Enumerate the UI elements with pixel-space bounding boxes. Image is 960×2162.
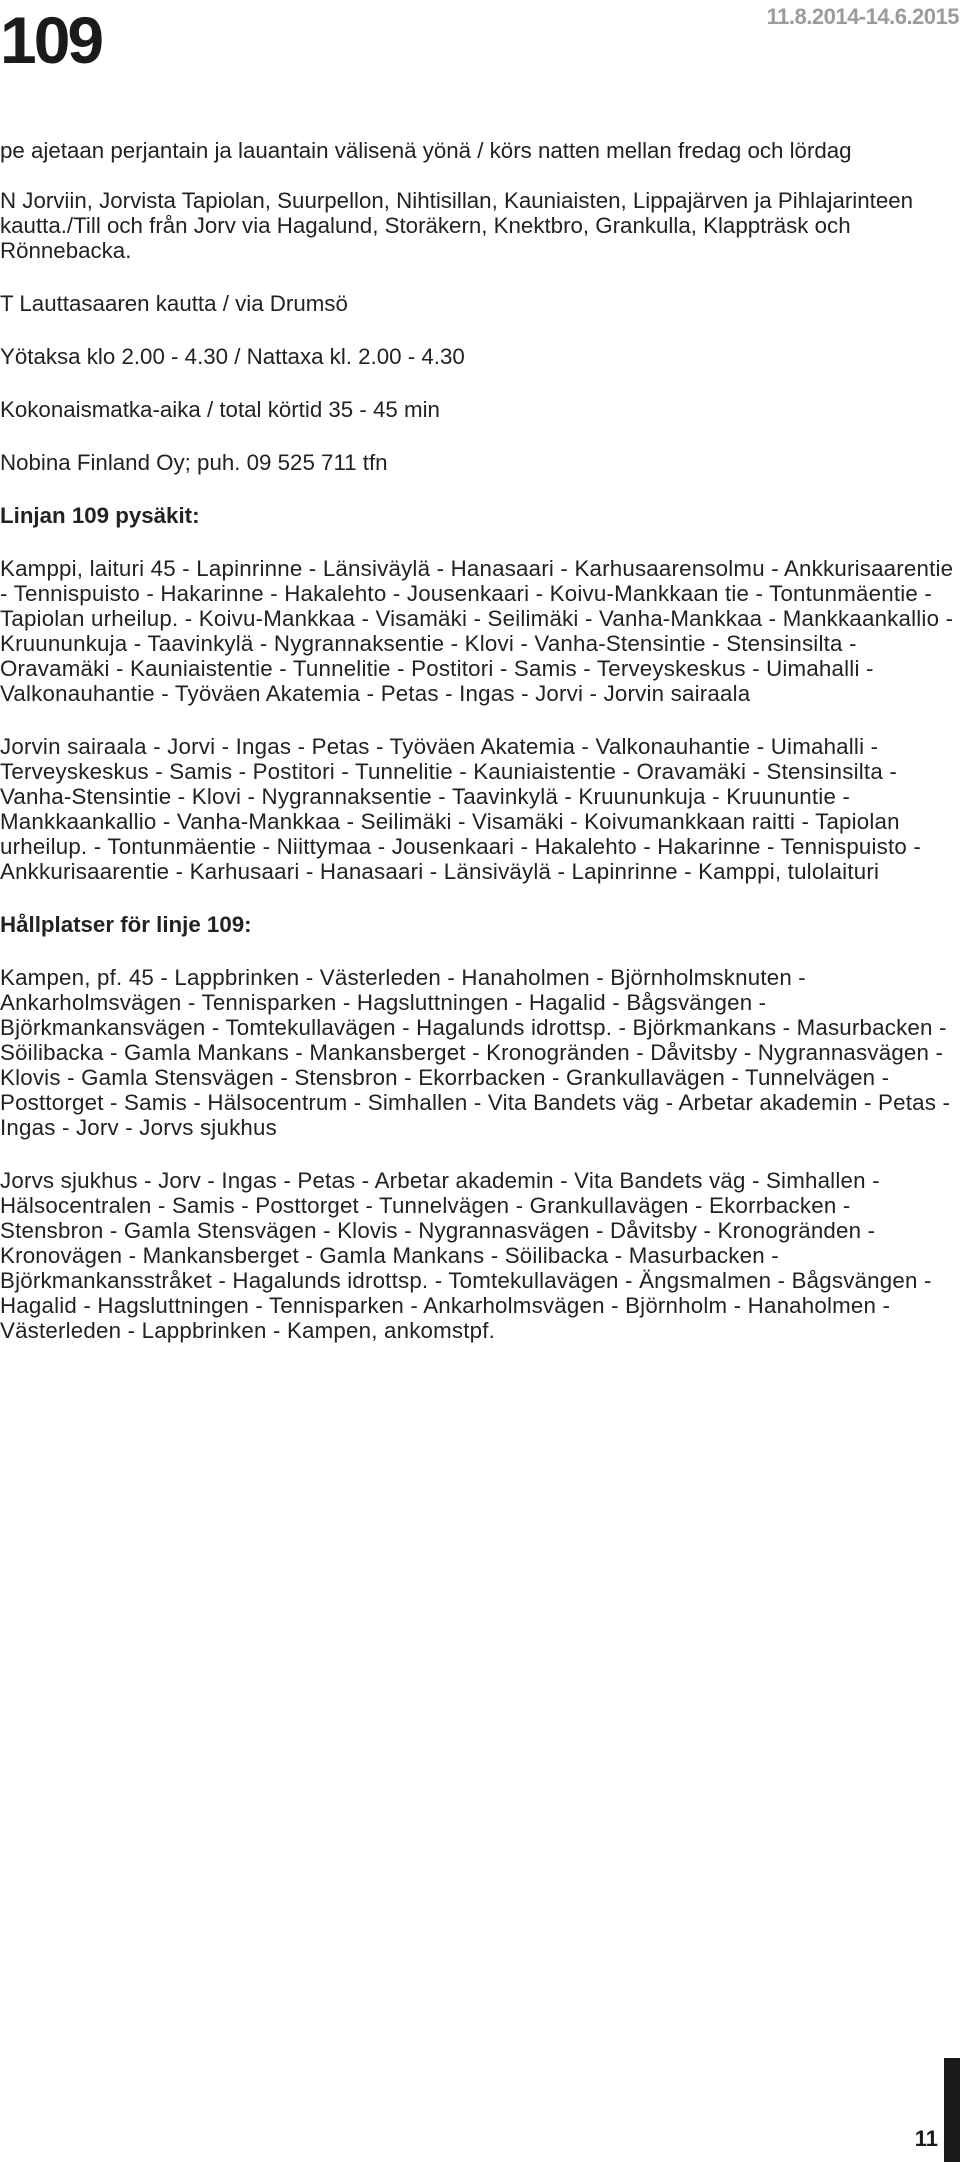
total-travel-time: Kokonaismatka-aika / total körtid 35 - 45 min xyxy=(0,397,440,422)
variant-t-note: T Lauttasaaren kautta / via Drumsö xyxy=(0,291,348,316)
swedish-stops-heading: Hållplatser för linje 109: xyxy=(0,912,252,937)
timetable-content xyxy=(0,138,958,1343)
night-fare-hours: Yötaksa klo 2.00 - 4.30 / Nattaxa kl. 2.00 - 4.30 xyxy=(0,344,465,369)
finnish-stops-inbound: Jorvin sairaala - Jorvi - Ingas - Petas - Työväen Akatemia - Valkonauhantie - Uimahalli - Terveyskeskus - Samis - Postitori - Tunnelitie - Kauniaistentie - Oravamäki - Stensinsilta - Vanha-Stensintie - Klovi - Nygrannaksentie - Taavinkylä - Kruununkuja - Kruununtie - Mankkaankallio - Vanha-Mankkaa - Seilimäki - Visamäki - Koivumankkaan raitti - Tapiolan urheilup. - Tontunmäentie - Niittymaa - Jousenkaari - Hakalehto - Hakarinne - Tennispuisto - Ankkurisaarentie - Karhusaari - Hanasaari - Länsiväylä - Lapinrinne - Kamppi, tulolaituri xyxy=(0,734,922,884)
swedish-stops-inbound: Jorvs sjukhus - Jorv - Ingas - Petas - Arbetar akademin - Vita Bandets väg - Simhallen - Hälsocentralen - Samis - Posttorget - Tunnelvägen - Grankullavägen - Ekorrbacken - Stensbron - Gamla Stensvägen - Klovis - Nygrannasvägen - Dåvitsby - Kronogränden - Kronovägen - Mankansberget - Gamla Mankans - Söilibacka - Masurbacken - Björkmankansstråket - Hagalunds idrottsp. - Tomtekullavägen - Ängsmalmen - Bågsvängen - Hagalid - Hagsluttningen - Tennisparken - Ankarholmsvägen - Björnholm - Hanaholmen - Västerleden - Lappbrinken - Kampen, ankomstpf. xyxy=(0,1168,932,1343)
finnish-stops-outbound: Kamppi, laituri 45 - Lapinrinne - Länsiväylä - Hanasaari - Karhusaarensolmu - Ankkurisaarentie - Tennispuisto - Hakarinne - Hakalehto - Jousenkaari - Koivu-Mankkaan tie - Tontunmäentie - Tapiolan urheilup. - Koivu-Mankkaa - Visamäki - Seilimäki - Vanha-Mankkaa - Mankkaankallio - Kruununkuja - Taavinkylä - Nygrannaksentie - Klovi - Vanha-Stensintie - Stensinsilta - Oravamäki - Kauniaistentie - Tunnelitie - Postitori - Samis - Terveyskeskus - Uimahalli - Valkonauhantie - Työväen Akatemia - Petas - Ingas - Jorvi - Jorvin sairaala xyxy=(0,556,954,706)
finnish-stops-heading: Linjan 109 pysäkit: xyxy=(0,503,200,528)
operator-contact: Nobina Finland Oy; puh. 09 525 711 tfn xyxy=(0,450,388,475)
page-number: 11 xyxy=(914,2126,938,2151)
validity-period: 11.8.2014-14.6.2015 xyxy=(766,4,959,29)
page-edge-tab xyxy=(944,2058,960,2162)
variant-n-note: N Jorviin, Jorvista Tapiolan, Suurpellon, Nihtisillan, Kauniaisten, Lippajärven ja Pihlajarinteen kautta./Till och från Jorv via Hagalund, Storäkern, Knektbro, Grankulla, Klappträsk och Rönnebacka. xyxy=(0,188,914,263)
swedish-stops-outbound: Kampen, pf. 45 - Lappbrinken - Västerleden - Hanaholmen - Björnholmsknuten - Ankarholmsvägen - Tennisparken - Hagsluttningen - Hagalid - Bågsvängen - Björkmankansvägen - Tomtekullavägen - Hagalunds idrottsp. - Björkmankans - Masurbacken - Söilibacka - Gamla Mankans - Mankansberget - Kronogränden - Dåvitsby - Nygrannasvägen - Klovis - Gamla Stensvägen - Stensbron - Ekorrbacken - Grankullavägen - Tunnelvägen - Posttorget - Samis - Hälsocentrum - Simhallen - Vita Bandets väg - Arbetar akademin - Petas - Ingas - Jorv - Jorvs sjukhus xyxy=(0,965,951,1140)
route-number: 109 xyxy=(0,3,102,77)
operating-days-note: pe ajetaan perjantain ja lauantain välisenä yönä / körs natten mellan fredag och lördag xyxy=(0,138,852,163)
